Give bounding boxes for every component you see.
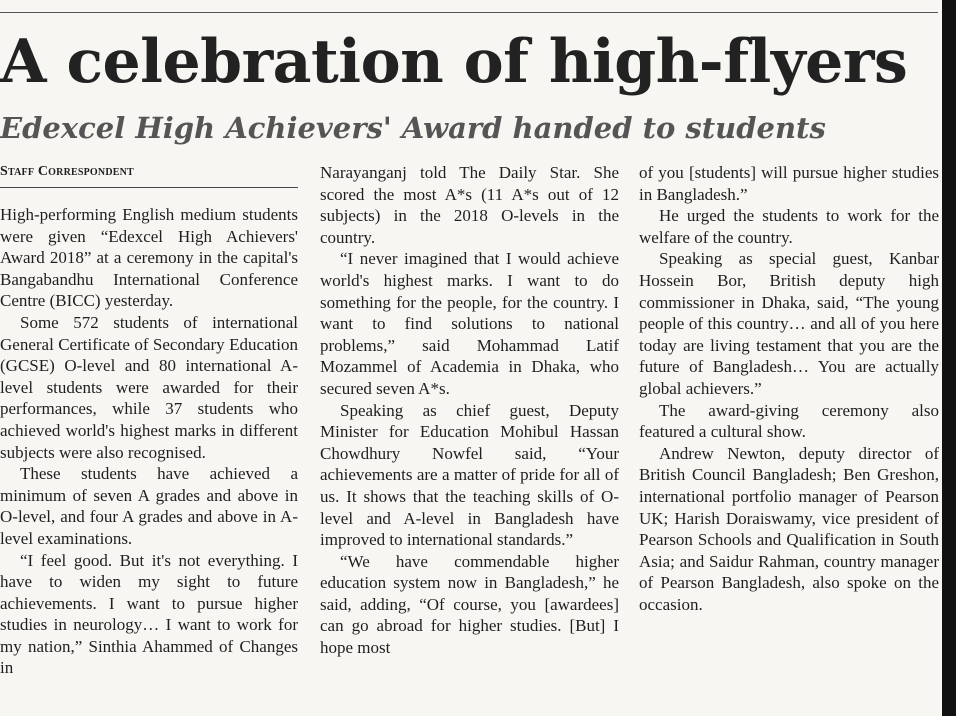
- paragraph: He urged the students to work for the welfare of the country.: [639, 206, 939, 247]
- paragraph: Narayanganj told The Daily Star. She scored the most A*s (11 A*s out of 12 subjects) in the 2018 O-levels in the country.: [320, 163, 619, 247]
- paragraph: The award-giving ceremony also featured a cultural show.: [639, 400, 939, 442]
- paragraph: Speaking as chief guest, Deputy Minister for Education Mohibul Hassan Chowdhury Nowfel said, “Your achievements are a matter of pride for all of us. It shows that the teaching skills of O-level and A-level in Bangladesh have improved to international standards.”: [320, 400, 619, 550]
- headline: A celebration of high-flyers: [0, 27, 908, 97]
- subheadline: Edexcel High Achievers' Award handed to students: [0, 111, 826, 145]
- column-2: [320, 162, 619, 712]
- paragraph: “We have commendable higher education system now in Bangladesh,” he said, adding, “Of course, you [awardees] can go abroad for higher studies. [But] I hope most: [320, 551, 619, 658]
- paragraph: of you [students] will pursue higher studies in Bangladesh.”: [639, 163, 939, 204]
- paragraph: High-performing English medium students were given “Edexcel High Achievers' Award 2018” at a ceremony in the capital's Bangabandhu International Conference Centre (BICC) yesterday.: [0, 205, 298, 311]
- paragraph: “I never imagined that I would achieve world's highest marks. I want to do something for the people, for the country. I want to find solutions to national problems,” said Mohammad Latif Mozammel of Academia in Dhaka, who secured seven A*s.: [320, 249, 619, 398]
- column-3: [639, 162, 939, 712]
- page-edge: [942, 0, 956, 716]
- paragraph: Some 572 students of international General Certificate of Secondary Education (GCSE) O-level and 80 international A-level students were awarded for their performances, while 37 students who achieved world's highest marks in different subjects were also recognised.: [0, 312, 298, 462]
- byline: Staff Correspondent: [0, 162, 298, 188]
- paragraph: “I feel good. But it's not everything. I have to widen my sight to future achievements. I want to pursue higher studies in neurology… I want to work for my nation,” Sinthia Ahammed of Changes in: [0, 550, 298, 678]
- paragraph: Speaking as special guest, Kanbar Hossein Bor, British deputy high commissioner in Dhaka, said, “The young people of this country… and all of you here today are living testament that you are the future of Bangladesh… You are actually global achievers.”: [639, 249, 939, 398]
- paragraph: Andrew Newton, deputy director of British Council Bangladesh; Ben Greshon, international portfolio manager of Pearson UK; Harish Doraiswamy, vice president of Pearson Schools and Qualification in South Asia; and Saidur Rahman, country manager of Pearson Bangladesh, also spoke on the occasion.: [639, 443, 939, 614]
- column-1: [0, 162, 298, 712]
- top-rule: [0, 12, 938, 13]
- paragraph: These students have achieved a minimum of seven A grades and above in O-level, and four A grades and above in A-level examinations.: [0, 464, 298, 548]
